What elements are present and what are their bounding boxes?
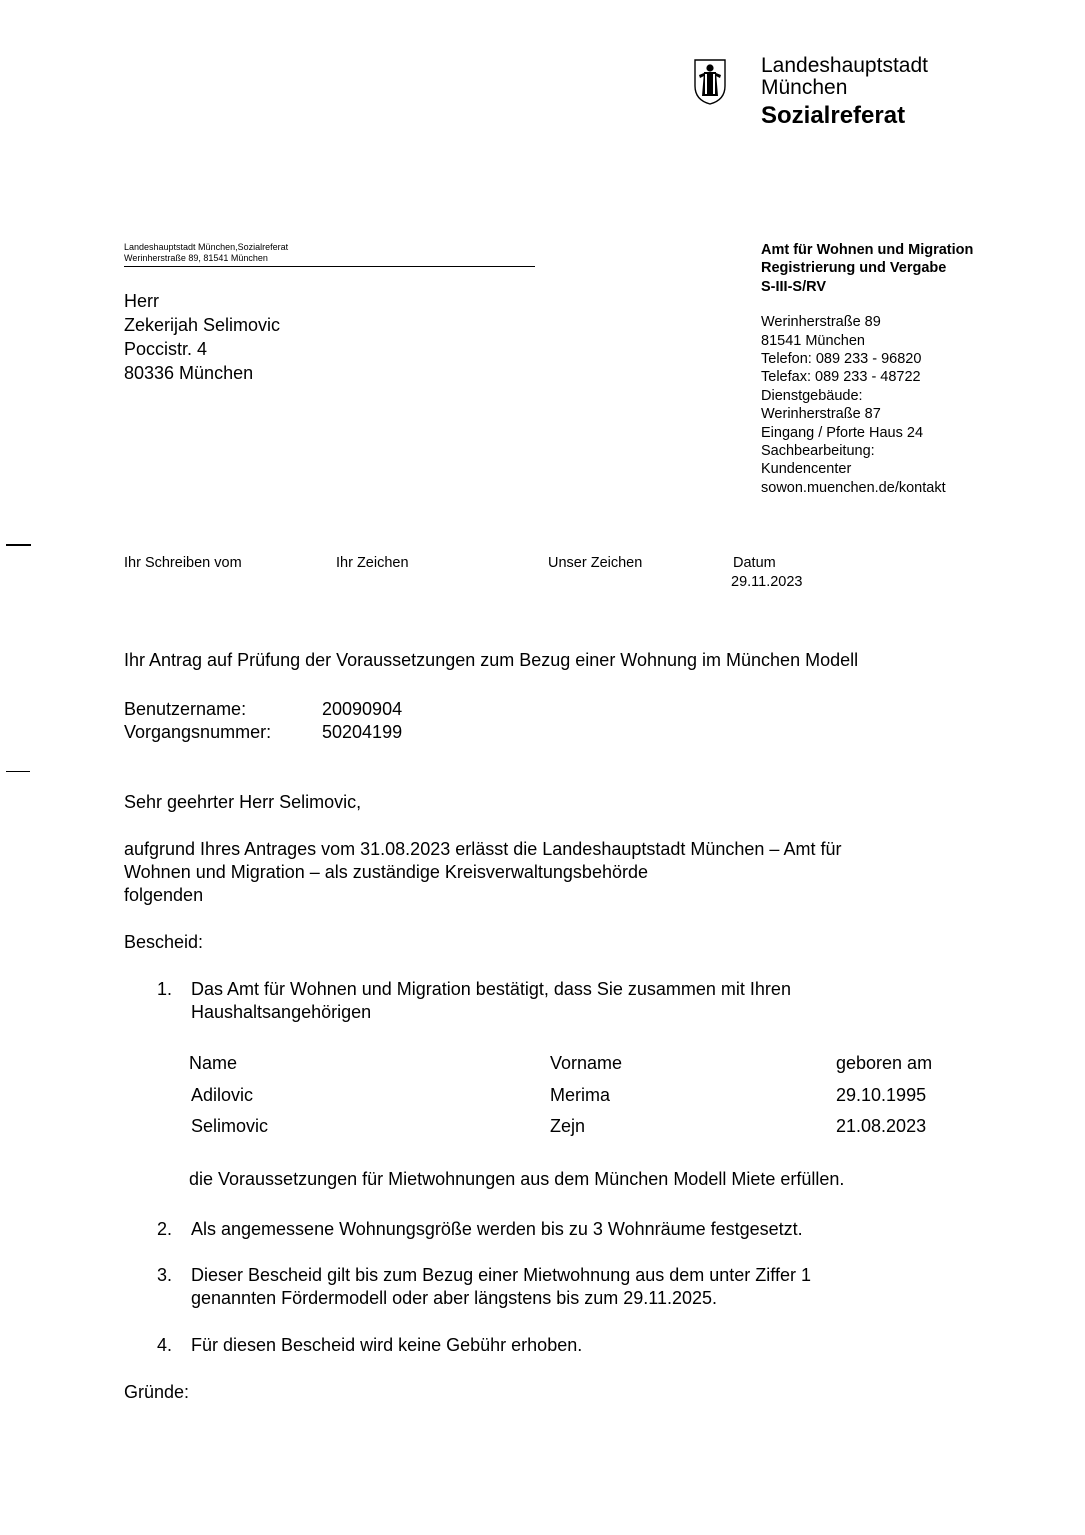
ref-date-value: 29.11.2023 — [731, 574, 803, 590]
ref-our-sign: Unser Zeichen — [548, 555, 643, 571]
office-link[interactable]: sowon.muenchen.de/kontakt — [761, 479, 946, 496]
brand-department: Sozialreferat — [761, 102, 906, 130]
household-header-name: Name — [189, 1053, 238, 1073]
household-cell-birthdate: 29.10.1995 — [836, 1085, 927, 1105]
office-line: Werinherstraße 89 — [761, 314, 881, 331]
recipient-address — [124, 289, 280, 385]
office-line: Kundencenter — [761, 461, 852, 478]
office-line: Telefon: 089 233 - 96820 — [761, 351, 922, 368]
decision-item-number: 2. — [157, 1219, 173, 1239]
reasons-heading: Gründe: — [124, 1382, 190, 1402]
office-dept-2: Registrierung und Vergabe — [761, 260, 947, 277]
office-info — [761, 241, 973, 497]
decision-item-2 — [157, 1218, 917, 1241]
household-cell-name: Selimovic — [191, 1116, 269, 1136]
office-line: Sachbearbeitung: — [761, 443, 875, 460]
ref-date-label: Datum — [733, 555, 776, 571]
letter-greeting: Sehr geehrter Herr Selimovic, — [124, 792, 362, 812]
decision-item-text: Haushaltsangehörigen — [191, 1002, 372, 1022]
brand-city-name: München — [761, 76, 848, 100]
return-address — [124, 242, 535, 267]
decision-item-text: genannten Fördermodell oder aber längstens bis zum 29.11.2025. — [191, 1288, 718, 1308]
decision-item-number: 4. — [157, 1335, 173, 1355]
office-dept-3: S-III-S/RV — [761, 278, 826, 295]
ref-your-sign: Ihr Zeichen — [336, 555, 409, 571]
fold-mark-middle — [6, 771, 30, 772]
office-line: 81541 München — [761, 332, 865, 349]
decision-item-text: Das Amt für Wohnen und Migration bestätigt, dass Sie zusammen mit Ihren — [191, 979, 791, 999]
recipient-salutation: Herr — [124, 291, 159, 311]
office-line: Dienstgebäude: — [761, 387, 863, 404]
recipient-name: Zekerijah Selimovic — [124, 315, 281, 335]
decision-item-1 — [157, 978, 917, 1024]
household-cell-name: Adilovic — [191, 1085, 254, 1105]
munich-child-crest-icon — [692, 56, 728, 106]
decision-item-text: Als angemessene Wohnungsgröße werden bis zu 3 Wohnräume festgesetzt. — [191, 1219, 803, 1239]
household-note: die Voraussetzungen für Mietwohnungen aus dem München Modell Miete erfüllen. — [189, 1169, 845, 1189]
letterhead-brand — [761, 55, 928, 128]
letter-intro-line: folgenden — [124, 885, 204, 905]
return-address-line1: Landeshauptstadt München,Sozialreferat — [124, 242, 289, 252]
username-value: 20090904 — [322, 699, 403, 719]
return-address-line2: Werinherstraße 89, 81541 München — [124, 252, 268, 263]
case-identifiers — [124, 698, 402, 744]
decision-item-number: 3. — [157, 1265, 173, 1285]
decision-item-number: 1. — [157, 979, 173, 999]
fold-mark-top — [6, 544, 31, 546]
letter-intro-line: aufgrund Ihres Antrages vom 31.08.2023 erlässt die Landeshauptstadt München – Amt für — [124, 839, 842, 859]
household-cell-birthdate: 21.08.2023 — [836, 1116, 927, 1136]
decision-item-text: Dieser Bescheid gilt bis zum Bezug einer Mietwohnung aus dem unter Ziffer 1 — [191, 1265, 811, 1285]
decision-item-text: Für diesen Bescheid wird keine Gebühr erhoben. — [191, 1335, 583, 1355]
office-line: Werinherstraße 87 — [761, 406, 881, 423]
office-line: Telefax: 089 233 - 48722 — [761, 369, 921, 386]
office-line: Eingang / Pforte Haus 24 — [761, 424, 924, 441]
recipient-street: Poccistr. 4 — [124, 339, 208, 359]
letter-intro — [124, 838, 841, 907]
ref-your-letter: Ihr Schreiben vom — [124, 555, 242, 571]
decision-heading: Bescheid: — [124, 932, 204, 952]
decision-item-3 — [157, 1264, 917, 1310]
brand-city-line: Landeshauptstadt — [761, 54, 928, 77]
household-cell-firstname: Zejn — [550, 1116, 586, 1136]
household-header-firstname: Vorname — [550, 1053, 623, 1073]
letter-subject: Ihr Antrag auf Prüfung der Voraussetzungen zum Bezug einer Wohnung im München Modell — [124, 650, 859, 670]
household-header-birthdate: geboren am — [836, 1053, 933, 1073]
letter-intro-line: Wohnen und Migration – als zuständige Kreisverwaltungsbehörde — [124, 862, 648, 882]
case-number-value: 50204199 — [322, 722, 403, 742]
username-label: Benutzername: — [124, 699, 247, 719]
office-dept-1: Amt für Wohnen und Migration — [761, 242, 974, 258]
case-number-label: Vorgangsnummer: — [124, 722, 272, 742]
household-cell-firstname: Merima — [550, 1085, 611, 1105]
decision-item-4 — [157, 1334, 917, 1357]
recipient-city: 80336 München — [124, 363, 254, 383]
